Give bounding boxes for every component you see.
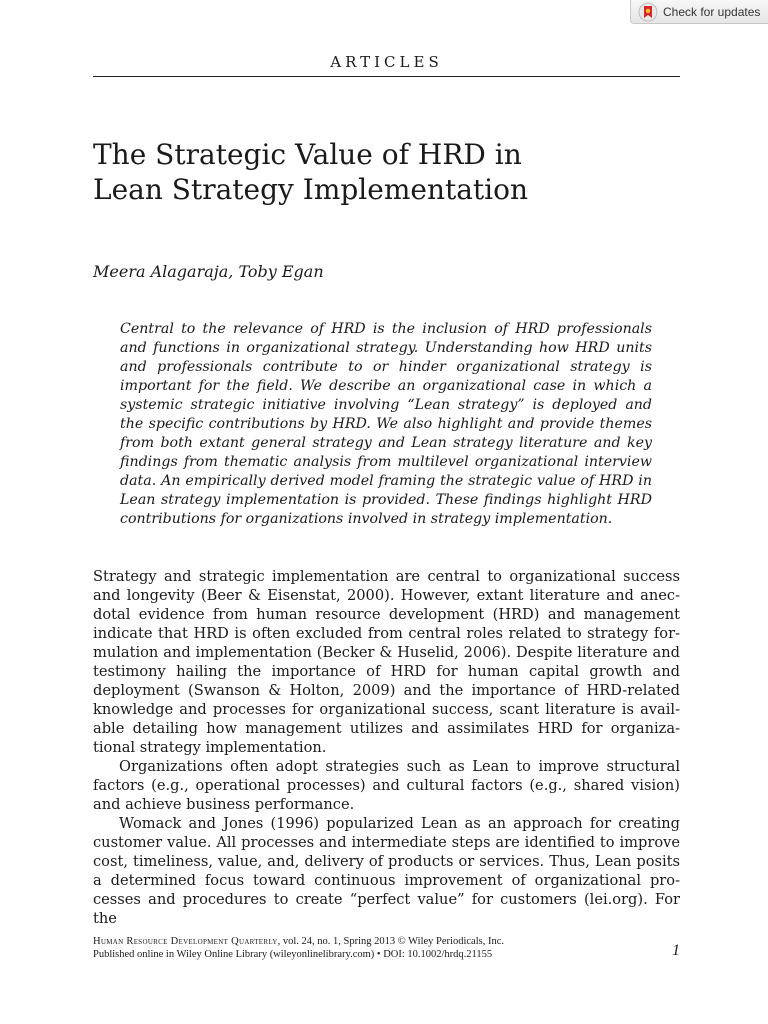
abstract: Central to the relevance of HRD is the inclusion of HRD professionals and functions in organizational strategy. Understanding how HRD units and professionals contribute to or hinder organizational strategy is important for the field. We describe an organizational case in which a systemic strategic initiative involving “Lean strategy” is deployed and the specific contributions by HRD. We also highlight and provide themes from both extant general strategy and Lean strategy literature and key findings from thematic analysis from multilevel organizational interview data. An empirically derived model framing the strategic value of HRD in Lean strategy implementation is provided. These findings highlight HRD contributions for organizations involved in strategy implementation. <box>120 321 652 527</box>
page-footer <box>93 935 680 961</box>
body-paragraph: Womack and Jones (1996) popularized Lean as an approach for creating customer value. All processes and intermediate steps are identified to improve cost, timeliness, value, and, delivery of products or services. Thus, Lean posits a determined focus toward continuous improvement of organizational processes and procedures to create “perfect value” for customers (lei.org). For the <box>93 815 680 927</box>
article-authors: Meera Alagaraja, Toby Egan <box>93 262 324 281</box>
section-label: ARTICLES <box>330 53 443 71</box>
article-title <box>93 137 693 207</box>
body-paragraph: Strategy and strategic implementation are central to organizational success and longevity (Beer & Eisenstat, 2000). However, extant literature and anecdotal evidence from human resource development (HRD) and management indicate that HRD is often excluded from central roles related to strategy formulation and implementation (Becker & Huselid, 2006). Despite literature and testimony hailing the importance of HRD for human capital growth and deployment (Swanson & Holton, 2009) and the importance of HRD-related knowledge and processes for organizational success, scant literature is available detailing how management utilizes and assimilates HRD for organizational strategy implementation. <box>93 568 680 756</box>
journal-name: Human Resource Development Quarterly <box>93 936 278 947</box>
body-paragraph: Organizations often adopt strategies such as Lean to improve structural factors (e.g., operational processes) and cultural factors (e.g., shared vision) and achieve business performance. <box>93 758 680 813</box>
article-body <box>93 567 680 928</box>
check-for-updates-button[interactable] <box>630 0 768 24</box>
citation-details: , vol. 24, no. 1, Spring 2013 © Wiley Periodicals, Inc. <box>277 936 504 947</box>
page-number: 1 <box>672 942 680 959</box>
title-line: The Strategic Value of HRD in <box>93 138 522 171</box>
online-publication-note: Published online in Wiley Online Library (wileyonlinelibrary.com) • DOI: 10.1002/hrdq.21155 <box>93 949 493 960</box>
crossmark-icon <box>638 2 658 22</box>
check-for-updates-label: Check for updates <box>663 4 761 19</box>
title-line: Lean Strategy Implementation <box>93 173 529 206</box>
journal-citation <box>93 935 680 948</box>
header-rule <box>93 76 680 77</box>
